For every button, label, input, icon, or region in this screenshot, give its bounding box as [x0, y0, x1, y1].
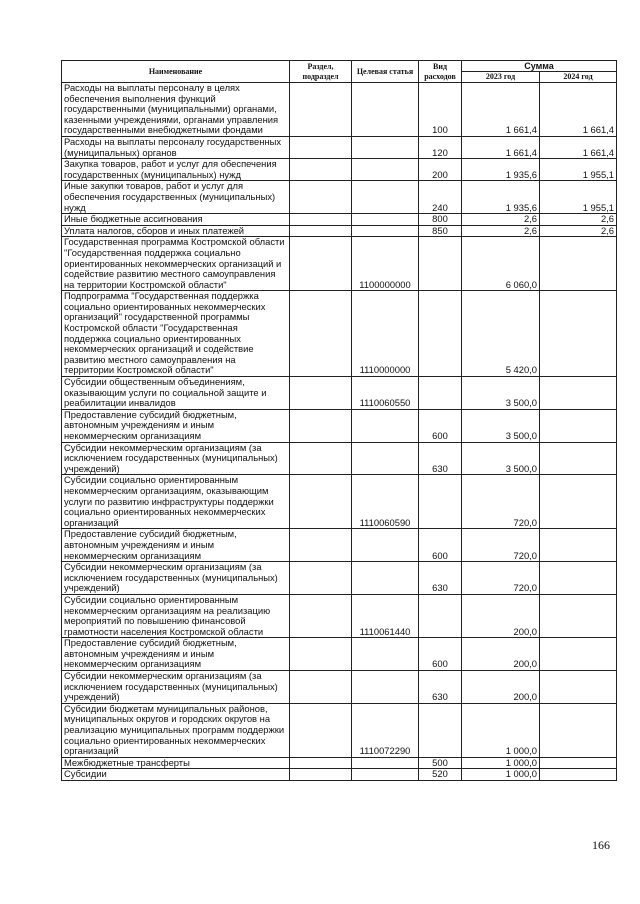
cell-sum-2024	[540, 671, 617, 704]
cell-kind	[419, 594, 462, 637]
cell-section	[290, 214, 352, 226]
cell-kind: 100	[419, 83, 462, 137]
cell-sum-2024: 1 955,1	[540, 181, 617, 214]
cell-target	[352, 83, 419, 137]
table-row	[62, 291, 617, 377]
cell-kind: 630	[419, 442, 462, 475]
cell-sum-2023: 2,6	[462, 214, 540, 226]
cell-target: 1100000000	[352, 237, 419, 291]
cell-kind	[419, 475, 462, 529]
cell-name: Субсидии общественным объединениям, оказывающим услуги по социальной защите и реабилитации инвалидов	[62, 377, 290, 410]
cell-target: 1110072290	[352, 703, 419, 757]
cell-section	[290, 638, 352, 671]
cell-section	[290, 594, 352, 637]
cell-sum-2023: 200,0	[462, 638, 540, 671]
cell-section	[290, 769, 352, 781]
cell-kind: 600	[419, 638, 462, 671]
cell-sum-2023: 3 500,0	[462, 442, 540, 475]
cell-sum-2024: 1 955,1	[540, 159, 617, 181]
cell-sum-2023: 1 935,6	[462, 159, 540, 181]
cell-sum-2023: 200,0	[462, 671, 540, 704]
cell-sum-2024	[540, 237, 617, 291]
cell-target	[352, 442, 419, 475]
budget-table	[61, 60, 617, 781]
cell-section	[290, 377, 352, 410]
cell-sum-2024	[540, 562, 617, 595]
cell-kind	[419, 237, 462, 291]
table-row	[62, 475, 617, 529]
table-row	[62, 377, 617, 410]
cell-sum-2023: 1 000,0	[462, 703, 540, 757]
cell-name: Расходы на выплаты персоналу государственных (муниципальных) органов	[62, 136, 290, 158]
table-row	[62, 159, 617, 181]
page-number: 166	[592, 838, 610, 852]
cell-name: Субсидии социально ориентированным некоммерческим организациям на реализацию мероприятий по повышению финансовой грамотности населения Костромской области	[62, 594, 290, 637]
table-row	[62, 671, 617, 704]
cell-name: Предоставление субсидий бюджетным, автономным учреждениям и иным некоммерческим организациям	[62, 529, 290, 562]
cell-sum-2023: 1 000,0	[462, 757, 540, 769]
table-row	[62, 409, 617, 442]
cell-name: Государственная программа Костромской области "Государственная поддержка социально ориентированных некоммерческих организаций и содействие развитию местного самоуправления на территории Костромской области"	[62, 237, 290, 291]
cell-target	[352, 409, 419, 442]
table-row	[62, 83, 617, 137]
cell-section	[290, 409, 352, 442]
table-body	[62, 83, 617, 781]
cell-sum-2024: 1 661,4	[540, 136, 617, 158]
table-row	[62, 562, 617, 595]
cell-section	[290, 757, 352, 769]
cell-kind: 500	[419, 757, 462, 769]
cell-target: 1110060590	[352, 475, 419, 529]
table-row	[62, 594, 617, 637]
cell-kind: 630	[419, 562, 462, 595]
cell-sum-2023: 720,0	[462, 562, 540, 595]
header-target: Целевая статья	[352, 61, 419, 83]
cell-target	[352, 529, 419, 562]
table-row	[62, 638, 617, 671]
cell-sum-2024	[540, 638, 617, 671]
cell-sum-2023: 720,0	[462, 529, 540, 562]
table-row	[62, 181, 617, 214]
cell-section	[290, 225, 352, 237]
table-row	[62, 237, 617, 291]
cell-name: Подпрограмма "Государственная поддержка социально ориентированных некоммерческих организаций" государственной программы Костромской области "Государственная поддержка социально ориентированных некоммерческих организаций и содействие развитию местного самоуправления на территории Костромской области"	[62, 291, 290, 377]
cell-section	[290, 529, 352, 562]
cell-name: Межбюджетные трансферты	[62, 757, 290, 769]
cell-section	[290, 83, 352, 137]
table-row	[62, 442, 617, 475]
cell-kind	[419, 703, 462, 757]
cell-target: 1110000000	[352, 291, 419, 377]
cell-sum-2024	[540, 757, 617, 769]
cell-kind: 200	[419, 159, 462, 181]
cell-kind: 120	[419, 136, 462, 158]
cell-kind: 520	[419, 769, 462, 781]
cell-target	[352, 671, 419, 704]
cell-name: Предоставление субсидий бюджетным, автономным учреждениям и иным некоммерческим организациям	[62, 409, 290, 442]
cell-kind	[419, 291, 462, 377]
table-header	[62, 61, 617, 83]
table-row	[62, 136, 617, 158]
cell-sum-2024	[540, 529, 617, 562]
header-sum: Сумма	[462, 61, 617, 72]
cell-section	[290, 291, 352, 377]
cell-sum-2024: 1 661,4	[540, 83, 617, 137]
cell-sum-2024	[540, 377, 617, 410]
header-name: Наименование	[62, 61, 290, 83]
cell-sum-2023: 720,0	[462, 475, 540, 529]
table-row	[62, 703, 617, 757]
cell-name: Закупка товаров, работ и услуг для обеспечения государственных (муниципальных) нужд	[62, 159, 290, 181]
cell-sum-2024	[540, 409, 617, 442]
header-year-2024: 2024 год	[540, 72, 617, 83]
cell-sum-2024: 2,6	[540, 214, 617, 226]
cell-sum-2024	[540, 291, 617, 377]
cell-sum-2023: 2,6	[462, 225, 540, 237]
cell-sum-2023: 1 000,0	[462, 769, 540, 781]
cell-name: Иные закупки товаров, работ и услуг для обеспечения государственных (муниципальных) нужд	[62, 181, 290, 214]
cell-sum-2024	[540, 769, 617, 781]
cell-name: Субсидии	[62, 769, 290, 781]
cell-target	[352, 214, 419, 226]
cell-sum-2024: 2,6	[540, 225, 617, 237]
cell-name: Уплата налогов, сборов и иных платежей	[62, 225, 290, 237]
cell-name: Субсидии некоммерческим организациям (за исключением государственных (муниципальных) учреждений)	[62, 671, 290, 704]
cell-name: Субсидии некоммерческим организациям (за исключением государственных (муниципальных) учреждений)	[62, 562, 290, 595]
cell-name: Субсидии бюджетам муниципальных районов, муниципальных округов и городских округов на реализацию муниципальных программ поддержки социально ориентированных некоммерческих организаций	[62, 703, 290, 757]
cell-kind: 850	[419, 225, 462, 237]
cell-section	[290, 159, 352, 181]
cell-sum-2023: 1 661,4	[462, 83, 540, 137]
cell-section	[290, 237, 352, 291]
cell-sum-2023: 6 060,0	[462, 237, 540, 291]
cell-sum-2023: 1 661,4	[462, 136, 540, 158]
cell-section	[290, 562, 352, 595]
cell-kind: 630	[419, 671, 462, 704]
cell-target	[352, 159, 419, 181]
cell-target	[352, 638, 419, 671]
cell-section	[290, 442, 352, 475]
table-row	[62, 757, 617, 769]
cell-target	[352, 225, 419, 237]
table-row	[62, 225, 617, 237]
header-year-2023: 2023 год	[462, 72, 540, 83]
cell-sum-2024	[540, 703, 617, 757]
cell-sum-2023: 200,0	[462, 594, 540, 637]
cell-name: Предоставление субсидий бюджетным, автономным учреждениям и иным некоммерческим организациям	[62, 638, 290, 671]
cell-kind: 800	[419, 214, 462, 226]
cell-target	[352, 769, 419, 781]
cell-kind: 600	[419, 409, 462, 442]
cell-sum-2023: 3 500,0	[462, 409, 540, 442]
table-row	[62, 529, 617, 562]
cell-target	[352, 562, 419, 595]
cell-name: Иные бюджетные ассигнования	[62, 214, 290, 226]
cell-sum-2024	[540, 475, 617, 529]
cell-kind: 600	[419, 529, 462, 562]
header-section: Раздел, подраздел	[290, 61, 352, 83]
cell-sum-2024	[540, 442, 617, 475]
cell-section	[290, 703, 352, 757]
table-row	[62, 769, 617, 781]
cell-section	[290, 671, 352, 704]
cell-sum-2023: 1 935,6	[462, 181, 540, 214]
cell-sum-2023: 3 500,0	[462, 377, 540, 410]
cell-section	[290, 181, 352, 214]
cell-name: Субсидии социально ориентированным некоммерческим организациям, оказывающим услуги по развитию инфраструктуры поддержки социально ориентированных некоммерческих организаций	[62, 475, 290, 529]
cell-name: Субсидии некоммерческим организациям (за исключением государственных (муниципальных) учреждений)	[62, 442, 290, 475]
cell-target	[352, 181, 419, 214]
cell-sum-2023: 5 420,0	[462, 291, 540, 377]
cell-sum-2024	[540, 594, 617, 637]
cell-section	[290, 475, 352, 529]
cell-kind: 240	[419, 181, 462, 214]
table-row	[62, 214, 617, 226]
header-kind: Вид расходов	[419, 61, 462, 83]
cell-section	[290, 136, 352, 158]
cell-target	[352, 757, 419, 769]
cell-target: 1110060550	[352, 377, 419, 410]
cell-kind	[419, 377, 462, 410]
cell-name: Расходы на выплаты персоналу в целях обеспечения выполнения функций государственными (муниципальными) органами, казенными учреждениями, органами управления государственными внебюджетными фондами	[62, 83, 290, 137]
cell-target: 1110061440	[352, 594, 419, 637]
cell-target	[352, 136, 419, 158]
